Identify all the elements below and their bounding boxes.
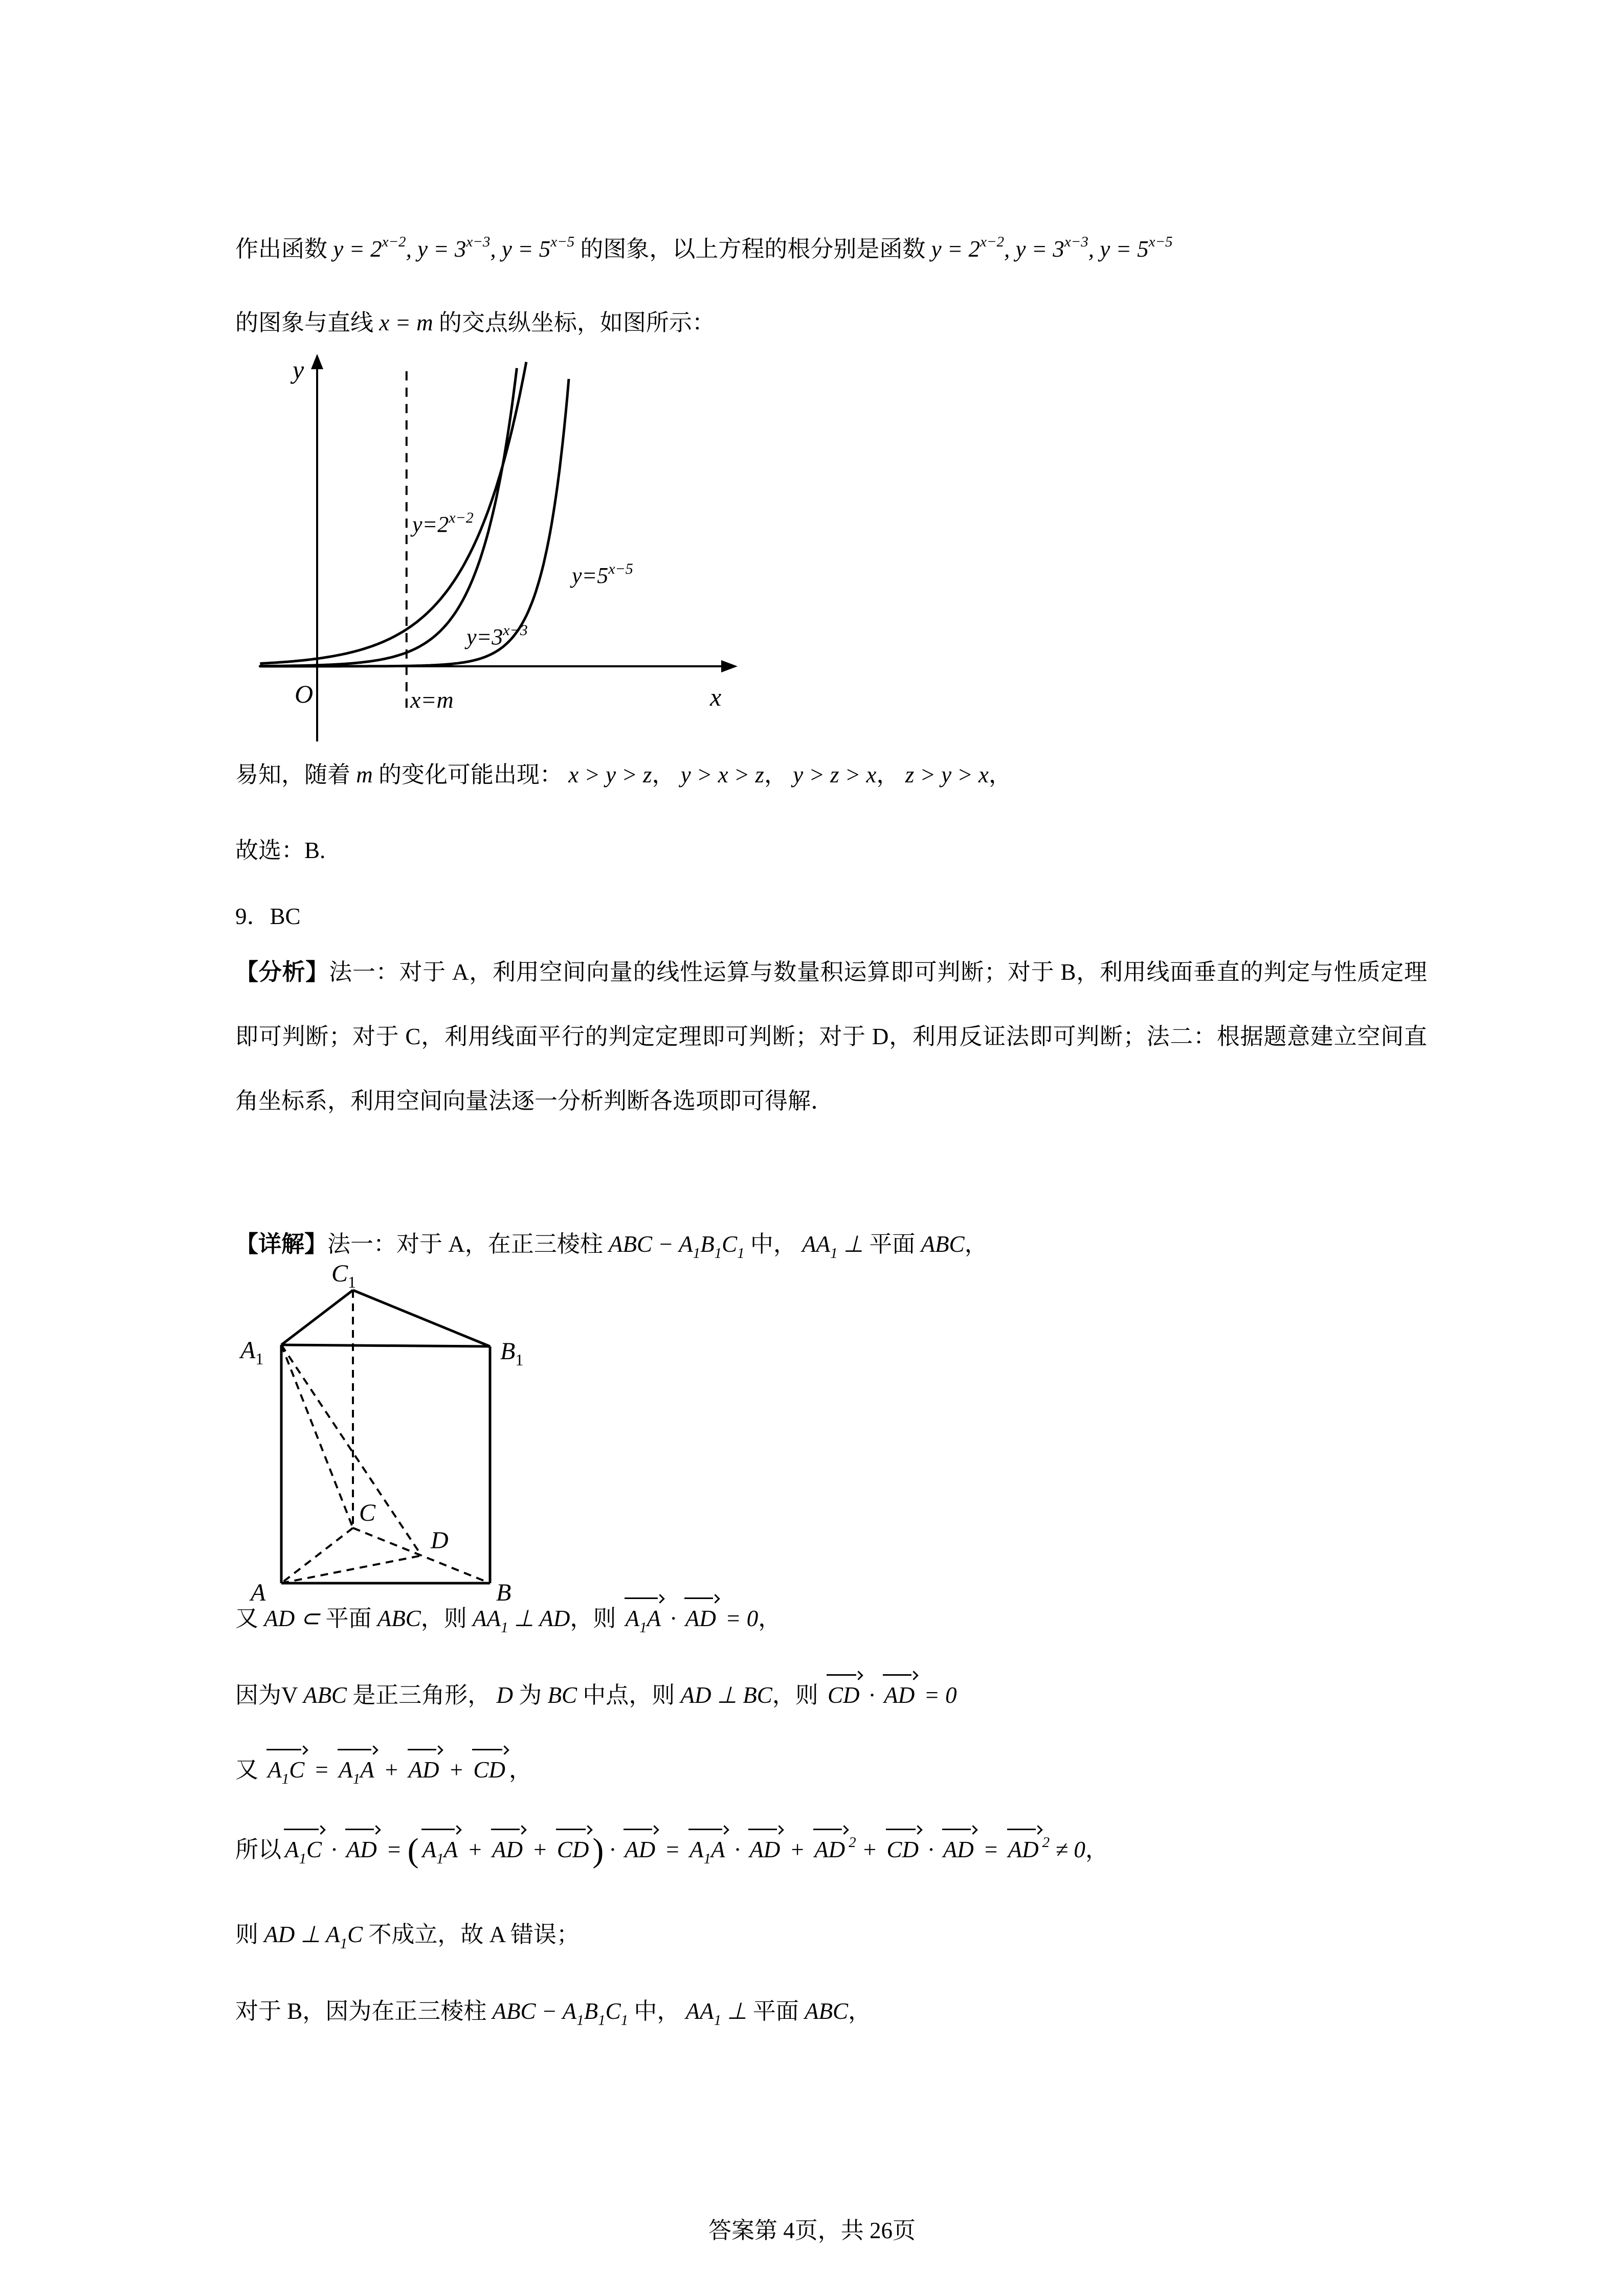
math-run: z > y > x — [905, 762, 989, 787]
vector-with-arrow — [407, 1748, 441, 1788]
math-run: A — [711, 1837, 725, 1862]
text-run: ， — [988, 762, 1012, 787]
vector-with-arrow — [813, 1828, 847, 1867]
roman-run: A — [452, 959, 469, 985]
math-run: + — [442, 1757, 470, 1783]
math-run: ABC — [805, 1998, 849, 2024]
roman-run: A — [448, 1231, 465, 1257]
text-run: 的图象，以上方程的根分别是函数 — [574, 236, 931, 262]
vertex-label-C1: $C_1$ — [331, 1262, 357, 1291]
math-run: = — [659, 1837, 686, 1862]
math-run: AD — [943, 1837, 974, 1862]
math-run: + — [526, 1837, 553, 1862]
subscript: 1 — [703, 1851, 711, 1867]
math-run: AD — [346, 1837, 377, 1862]
formula-line-equilateral — [235, 1673, 957, 1713]
prism-edge-A1-C1 — [281, 1290, 353, 1345]
math-run: + — [461, 1837, 489, 1862]
text-run: ，利用空间向量的线性运算与数量积运算即可判断；对于 — [469, 959, 1061, 985]
math-run: m — [356, 762, 373, 787]
conclusion-orderings-line — [235, 757, 1012, 793]
math-run: AD — [625, 1837, 656, 1862]
text-run: 答案第 — [708, 2218, 784, 2243]
subscript: 1 — [714, 2012, 722, 2029]
origin-label: O — [295, 680, 314, 708]
math-run: · — [325, 1837, 343, 1862]
text-run: 的交点纵坐标，如图所示： — [433, 310, 715, 335]
prism-figure — [230, 1262, 619, 1610]
vertex-label-A1: $A_1$ — [240, 1337, 264, 1368]
math-run: ⊥ — [837, 1231, 870, 1257]
math-run: , y = 5 — [490, 236, 551, 262]
math-run: AD — [1008, 1837, 1039, 1862]
subscript: 1 — [620, 2012, 629, 2029]
vector-with-arrow — [885, 1828, 921, 1867]
vertex-label-B1: $B_1$ — [500, 1338, 524, 1369]
text-run: 则 — [235, 1922, 264, 1947]
text-run: 中， — [744, 1231, 803, 1257]
roman-run: C — [405, 1024, 421, 1049]
superscript: x−3 — [466, 234, 491, 250]
text-run: ，利用线面垂直的判定与性质定理即可判断；对于 — [235, 959, 1427, 1049]
text-run: 易知，随着 — [235, 762, 357, 787]
roman-run: A — [489, 1922, 505, 1947]
subscript: 1 — [352, 1771, 361, 1787]
math-run: , y = 3 — [1004, 236, 1064, 262]
text-run: 页，共 — [794, 2218, 870, 2243]
roman-run: D — [872, 1024, 889, 1049]
text-run: 法一：对于 — [327, 1231, 449, 1257]
vector-with-arrow — [266, 1748, 306, 1797]
superscript: x−5 — [1148, 234, 1173, 250]
math-run: C — [722, 1231, 738, 1257]
subscript: 1 — [598, 2012, 606, 2029]
text-run: ， — [1085, 1837, 1108, 1862]
prism-edge-dashed-C-A — [281, 1528, 353, 1583]
roman-run: 26 — [870, 2218, 893, 2243]
math-run: y > z > x — [793, 762, 877, 787]
text-run: 法一：对于 — [329, 959, 452, 985]
superscript: 2 — [849, 1834, 856, 1851]
math-run: ⊂ — [295, 1606, 326, 1631]
subscript: 1 — [281, 1771, 290, 1787]
text-run: ，利用线面平行的判定定理即可判断；对于 — [420, 1024, 872, 1049]
math-run: ≠ 0 — [1050, 1837, 1085, 1862]
math-run: + — [377, 1757, 405, 1783]
text-run: 平面 — [752, 1998, 805, 2024]
text-run: 为 — [513, 1682, 548, 1708]
vector-with-arrow — [555, 1828, 591, 1867]
math-run: = 0 — [719, 1606, 759, 1631]
math-run: AD — [492, 1837, 523, 1862]
y-axis-label: y — [293, 355, 304, 384]
math-run: B — [584, 1998, 598, 2024]
subscript: 1 — [714, 1245, 722, 1262]
text-run: ， — [508, 1757, 532, 1783]
math-run: = 0 — [918, 1682, 957, 1708]
analysis-paragraph — [235, 940, 1427, 1133]
subscript: 1 — [299, 1851, 307, 1867]
subscript: 1 — [436, 1851, 444, 1867]
vertex-label-B: B — [496, 1579, 511, 1606]
math-run: AD — [264, 1606, 295, 1631]
math-run: y > x > z — [680, 762, 764, 787]
math-run: ABC — [303, 1682, 347, 1708]
math-run: = — [977, 1837, 1005, 1862]
x-axis-arrow — [721, 660, 738, 672]
curve-y=3^(x-3) — [260, 368, 517, 666]
text-run: ，在正三棱柱 — [464, 1231, 609, 1257]
superscript: x−5 — [550, 234, 575, 250]
subscript: 1 — [576, 2012, 584, 2029]
math-run: x = m — [379, 310, 433, 335]
roman-run: 9．BC — [235, 904, 301, 929]
math-run: ABC − A — [609, 1231, 693, 1257]
text-run: ，则 — [772, 1682, 824, 1708]
vertex-label-D: D — [431, 1527, 449, 1554]
math-run: C — [289, 1757, 305, 1783]
math-run: = — [380, 1837, 408, 1862]
prism-edge-A1-B1 — [281, 1345, 490, 1346]
math-run: + — [856, 1837, 883, 1862]
text-run: 页 — [893, 2218, 916, 2243]
math-run: A — [285, 1837, 299, 1862]
math-run: AD ⊥ BC — [680, 1682, 772, 1708]
big-paren: ( — [407, 1832, 419, 1869]
math-run: AD — [685, 1606, 716, 1631]
subscript: 1 — [501, 1619, 508, 1636]
math-run: + — [784, 1837, 811, 1862]
math-run: , y = 5 — [1088, 236, 1149, 262]
subscript: 1 — [693, 1245, 701, 1262]
vline-label: x=m — [410, 687, 454, 713]
prism-edge-C1-B1 — [353, 1290, 490, 1346]
roman-run: 4 — [783, 2218, 795, 2243]
text-run: 作出函数 — [235, 236, 333, 262]
text-run: 平面 — [869, 1231, 921, 1257]
y-axis-arrow — [311, 354, 323, 369]
vector-with-arrow — [491, 1828, 524, 1867]
text-run: ， — [848, 1998, 872, 2024]
math-run: CD — [886, 1837, 919, 1862]
vector-with-arrow — [283, 1828, 323, 1877]
text-run: ，则 — [570, 1606, 622, 1631]
superscript: x−2 — [382, 234, 406, 250]
exponential-graph-figure — [230, 352, 747, 748]
vector-with-arrow — [684, 1596, 718, 1636]
math-run: A — [443, 1837, 458, 1862]
text-run: 是正三角形， — [346, 1682, 497, 1708]
answer-choice-line — [235, 832, 325, 868]
math-run: AA — [802, 1231, 831, 1257]
math-run: AA — [685, 1998, 714, 2024]
vertex-label-C: C — [359, 1499, 376, 1526]
text-run: ， — [758, 1606, 782, 1631]
vector-with-arrow — [623, 1828, 657, 1867]
superscript: 2 — [1042, 1834, 1050, 1851]
text-run: 的图象与直线 — [235, 310, 380, 335]
math-run: B — [700, 1231, 715, 1257]
math-run: A — [268, 1757, 282, 1783]
math-run: AD — [884, 1682, 915, 1708]
math-run: CD — [473, 1757, 505, 1783]
math-run: ABC — [377, 1606, 421, 1631]
x-axis-label: x — [710, 683, 722, 711]
text-run: 中， — [628, 1998, 686, 2024]
math-run: · — [728, 1837, 746, 1862]
math-run: A — [339, 1757, 353, 1783]
math-run: · — [664, 1606, 682, 1631]
big-paren: ) — [592, 1832, 604, 1869]
text-run: 对于 — [235, 1998, 287, 2024]
curve-label-y=3^(x-3): $y=3^{x-3}$ — [466, 622, 528, 649]
math-run: A — [625, 1606, 640, 1631]
vector-with-arrow — [882, 1673, 916, 1713]
subscript: 1 — [830, 1245, 838, 1262]
vector-with-arrow — [345, 1828, 379, 1867]
math-run: A — [689, 1837, 704, 1862]
text-run: 的变化可能出现： — [372, 762, 569, 787]
vector-with-arrow — [337, 1748, 376, 1797]
text-run: ，则 — [420, 1606, 473, 1631]
text-run: 所以 — [235, 1837, 282, 1862]
curve-label-y=2^(x-2): $y=2^{x-2}$ — [412, 509, 474, 537]
math-run: AA — [473, 1606, 501, 1631]
math-run: AD — [408, 1757, 439, 1783]
formula-line-vector-sum — [235, 1748, 532, 1797]
math-run: CD — [557, 1837, 589, 1862]
text-run: 因为 — [235, 1682, 282, 1708]
math-run: ⊥ — [721, 1998, 753, 2024]
math-run: ABC — [921, 1231, 965, 1257]
formula-line-ad-in-plane — [235, 1596, 781, 1646]
math-run: ABC − A — [492, 1998, 577, 2024]
roman-run: B. — [304, 838, 326, 863]
math-run: , y = 3 — [406, 236, 466, 262]
math-run: BC — [547, 1682, 577, 1708]
math-run: AD — [814, 1837, 846, 1862]
text-run: ， — [652, 762, 681, 787]
text-run: 又 — [235, 1757, 264, 1783]
math-run: x > y > z — [568, 762, 652, 787]
math-run: AD ⊥ A — [264, 1922, 340, 1947]
math-run: C — [347, 1922, 363, 1947]
curve-label-y=5^(x-5): $y=5^{x-5}$ — [572, 560, 633, 588]
text-run: ，因为在正三棱柱 — [302, 1998, 493, 2024]
math-run: = — [308, 1757, 336, 1783]
math-run: C — [605, 1998, 621, 2024]
page-footer — [0, 2212, 1624, 2245]
prism-edge-dashed-A-D — [281, 1556, 421, 1583]
paragraph-functions-line1 — [235, 224, 1173, 267]
vector-with-arrow — [472, 1748, 507, 1788]
math-run: A — [360, 1757, 374, 1783]
math-run: D — [496, 1682, 513, 1708]
text-run: 平面 — [325, 1606, 377, 1631]
formula-line-option-a-wrong — [235, 1917, 580, 1962]
subscript: 1 — [639, 1619, 647, 1636]
text-run: ， — [764, 762, 793, 787]
math-run: y = 2 — [333, 236, 382, 262]
curve-y=2^(x-2) — [260, 362, 526, 664]
vertex-label-A: A — [251, 1579, 266, 1606]
roman-run: V — [281, 1682, 303, 1708]
text-run: 故选： — [235, 838, 305, 863]
math-run: y = 2 — [931, 236, 981, 262]
formula-line-option-b — [235, 1993, 871, 2038]
superscript: x−2 — [980, 234, 1004, 250]
math-run: A — [647, 1606, 661, 1631]
text-run: ，利用反证法即可判断；法二：根据题意建立空间直角坐标系，利用空间向量法逐一分析判断各选项即可得解． — [235, 1024, 1427, 1114]
math-run: A — [422, 1837, 437, 1862]
vector-with-arrow — [1007, 1828, 1040, 1867]
text-run: 中点，则 — [577, 1682, 681, 1708]
text-run: ， — [964, 1231, 988, 1257]
vector-with-arrow — [421, 1828, 460, 1877]
bold-label: 【分析】 — [235, 959, 329, 985]
subscript: 1 — [737, 1245, 745, 1262]
vector-with-arrow — [942, 1828, 975, 1867]
superscript: x−3 — [1064, 234, 1088, 250]
question-9-answer — [235, 898, 301, 934]
bold-label: 【详解】 — [235, 1231, 328, 1257]
math-run: · — [863, 1682, 881, 1708]
math-run: AD — [749, 1837, 781, 1862]
text-run: 错误； — [504, 1922, 580, 1947]
formula-line-dot-product — [235, 1825, 1108, 1877]
roman-run: B — [1060, 959, 1076, 985]
math-run: CD — [827, 1682, 860, 1708]
vector-with-arrow — [826, 1673, 861, 1713]
text-run: 不成立，故 — [363, 1922, 490, 1947]
math-run: C — [306, 1837, 322, 1862]
subscript: 1 — [340, 1935, 348, 1952]
text-run: 又 — [235, 1606, 264, 1631]
math-run: · — [922, 1837, 940, 1862]
paragraph-functions-line2 — [235, 305, 715, 341]
roman-run: B — [287, 1998, 303, 2024]
vector-with-arrow — [624, 1596, 663, 1646]
vector-with-arrow — [748, 1828, 782, 1867]
math-run: · — [604, 1837, 621, 1862]
math-run: ⊥ AD — [508, 1606, 570, 1631]
text-run: ， — [876, 762, 905, 787]
vector-with-arrow — [688, 1828, 727, 1877]
